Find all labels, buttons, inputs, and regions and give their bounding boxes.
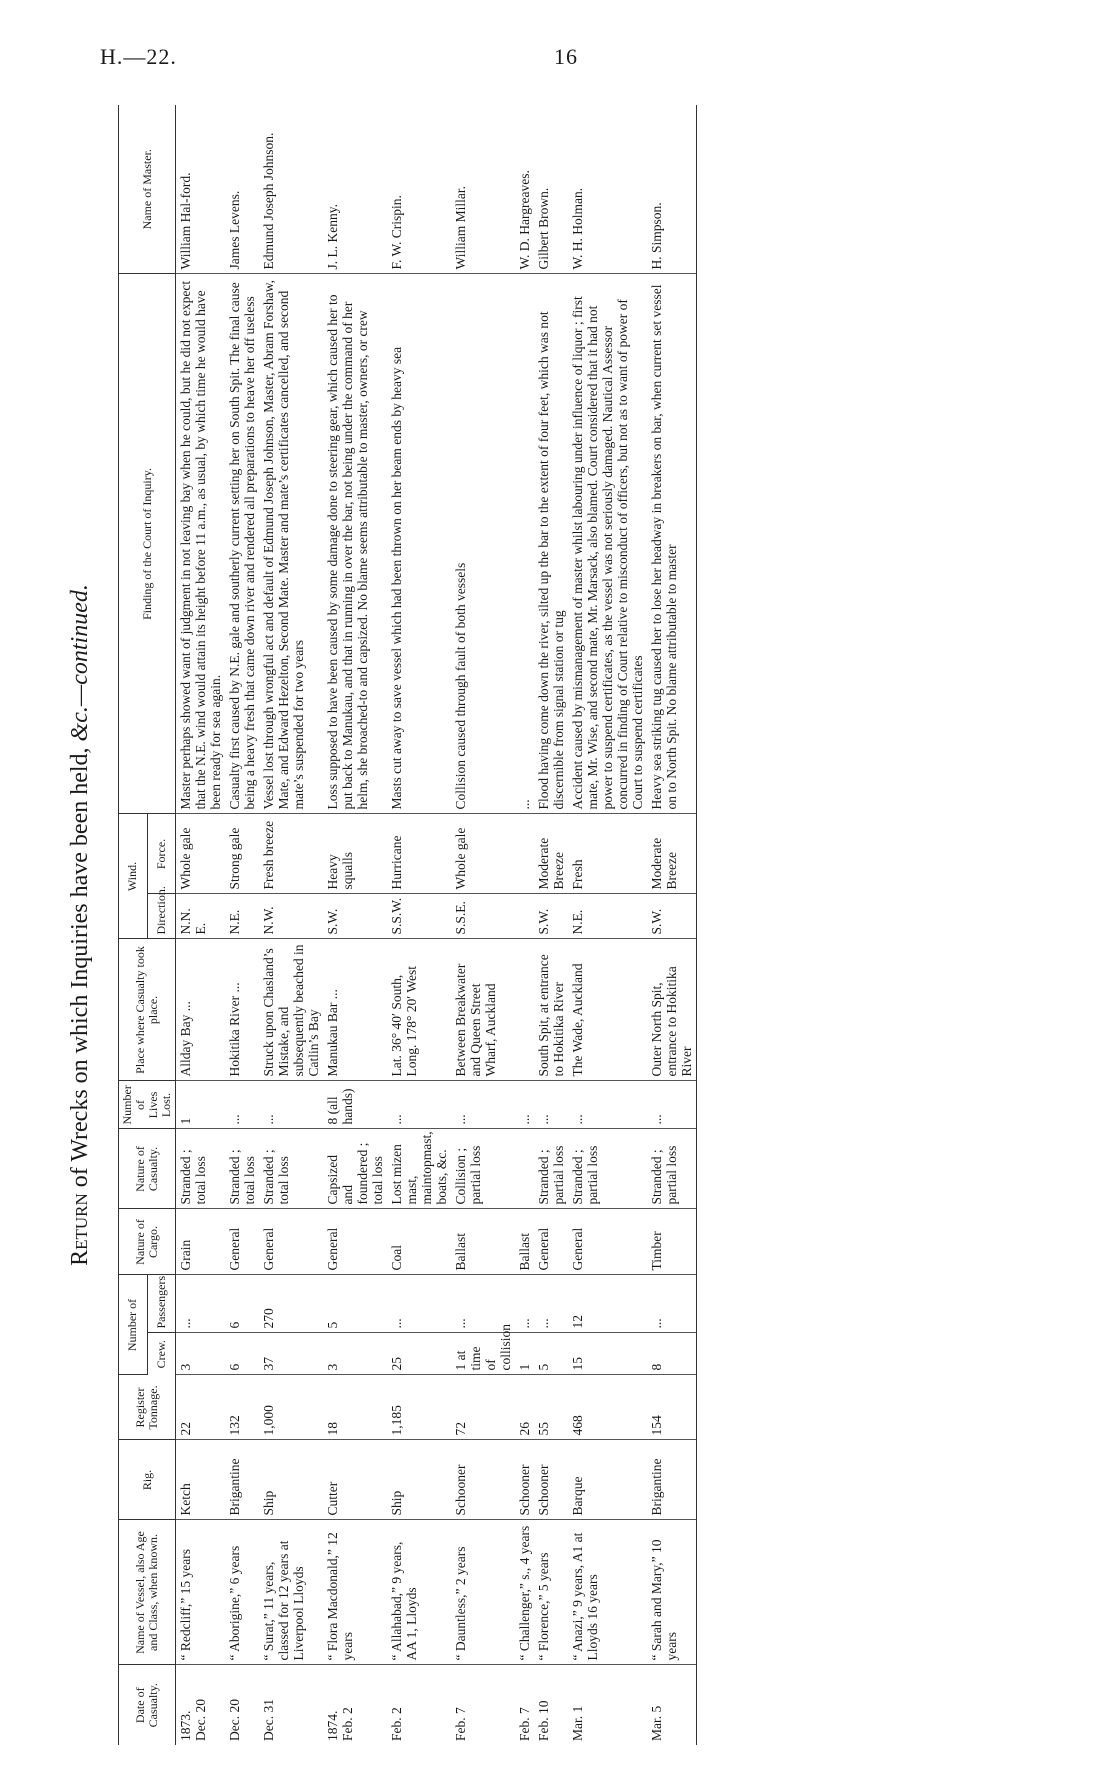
row-force: Moderate Breeze: [534, 814, 568, 894]
col-header-place: Place where Casualty took place.: [119, 939, 176, 1081]
row-finding: Accident caused by mismanagement of master whilst labouring under influence of liquor ; first mate, Mr. Wise, and second mate, Mr. Marsack, also blamed. Court considered that it had not power to suspend certificates, as the vessel was not seriously damaged. Nautical Assessor concurred in finding of Court relative to misconduct of officers, but not as to want of power of Court to suspend certificates: [568, 274, 647, 814]
page-number: 16: [554, 44, 578, 69]
row-tonnage: 26: [515, 1375, 534, 1440]
row-rig: Schooner: [515, 1440, 534, 1520]
row-passengers: ...: [534, 1275, 568, 1333]
row-crew: 1: [515, 1333, 534, 1375]
row-tonnage: 18: [323, 1375, 387, 1440]
row-date-text: Dec. 20: [227, 1699, 242, 1741]
row-casualty: Collision ; partial loss: [451, 1129, 515, 1209]
row-cargo: General: [259, 1209, 323, 1275]
row-place: Manukau Bar ...: [323, 939, 387, 1081]
row-place: Allday Bay ...: [176, 939, 226, 1081]
row-casualty: Capsized and foundered ; total loss: [323, 1129, 387, 1209]
row-tonnage: 154: [647, 1375, 697, 1440]
row-crew: 3: [176, 1333, 226, 1375]
col-header-lives: Number of Lives Lost.: [119, 1081, 176, 1129]
row-crew: 6: [225, 1333, 259, 1375]
row-force: [515, 814, 534, 894]
row-passengers: ...: [387, 1275, 451, 1333]
row-lives: ...: [568, 1081, 647, 1129]
row-lives: 8 (all hands): [323, 1081, 387, 1129]
row-passengers: 6: [225, 1275, 259, 1333]
row-tonnage: 132: [225, 1375, 259, 1440]
row-date-text: Feb. 7: [517, 1707, 532, 1741]
row-direction: [515, 894, 534, 939]
row-date: [323, 1665, 387, 1745]
row-rig: Ketch: [176, 1440, 226, 1520]
table-row: [176, 105, 226, 1745]
row-finding: Loss supposed to have been caused by some damage done to steering gear, which caused her to put back to Manukau, and that in running in over the bar, not being under the command of her helm, she broached-to and capsized. No blame seems attributable to master, owners, or crew: [323, 274, 387, 814]
row-master: W. D. Hargreaves.: [515, 105, 534, 274]
col-header-passengers: Passengers: [147, 1275, 176, 1333]
col-header-crew: Crew.: [147, 1333, 176, 1375]
row-casualty: Stranded ; partial loss: [534, 1129, 568, 1209]
row-tonnage: 55: [534, 1375, 568, 1440]
row-date: [259, 1665, 323, 1745]
row-finding: ...: [515, 274, 534, 814]
row-force: Fresh: [568, 814, 647, 894]
table-row: [515, 105, 534, 1745]
row-tonnage: 1,185: [387, 1375, 451, 1440]
row-force: Heavy squalls: [323, 814, 387, 894]
row-lives: ...: [259, 1081, 323, 1129]
row-force: Moderate Breeze: [647, 814, 697, 894]
row-direction: S.W.: [323, 894, 387, 939]
row-rig: Brigantine: [647, 1440, 697, 1520]
row-place: Outer North Spit, entrance to Hokitika River: [647, 939, 697, 1081]
rotated-table-area: [60, 105, 1050, 1745]
row-place: Lat. 36° 40′ South, Long. 178° 20′ West: [387, 939, 451, 1081]
row-date-text: Dec. 31: [261, 1699, 276, 1741]
row-passengers: ...: [176, 1275, 226, 1333]
row-rig: Brigantine: [225, 1440, 259, 1520]
row-casualty: Stranded ; total loss: [225, 1129, 259, 1209]
row-date-text: Dec. 20: [193, 1699, 208, 1741]
row-force: Hurricane: [387, 814, 451, 894]
table-row: [647, 105, 697, 1745]
row-casualty: Lost mizen mast, maintopmast, boats, &c.: [387, 1129, 451, 1209]
row-master: James Levens.: [225, 105, 259, 274]
row-vessel: “ Allahabad,” 9 years, AA 1, Lloyds: [387, 1520, 451, 1665]
row-vessel: “ Florence,” 5 years: [534, 1520, 568, 1665]
col-header-cargo: Nature of Cargo.: [119, 1209, 176, 1275]
table-row: [534, 105, 568, 1745]
row-lives: 1: [176, 1081, 226, 1129]
col-header-rig: Rig.: [119, 1440, 176, 1520]
row-date-text: Mar. 1: [570, 1705, 585, 1741]
row-cargo: General: [323, 1209, 387, 1275]
row-cargo: General: [225, 1209, 259, 1275]
row-casualty: Stranded ; partial loss: [568, 1129, 647, 1209]
row-finding: Casualty first caused by N.E. gale and southerly current setting her on South Spit. The final cause being a heavy fresh that came down river and rendered all preparations to heave her off useless: [225, 274, 259, 814]
table-title: [60, 105, 100, 1745]
table-row: [387, 105, 451, 1745]
row-direction: N.E.: [225, 894, 259, 939]
row-place: South Spit, at entrance to Hokitika River: [534, 939, 568, 1081]
row-date: [225, 1665, 259, 1745]
row-date-text: Mar. 5: [649, 1705, 664, 1741]
row-passengers: 5: [323, 1275, 387, 1333]
row-date: [451, 1665, 515, 1745]
row-place: Hokitika River ...: [225, 939, 259, 1081]
row-lives: ...: [534, 1081, 568, 1129]
table-body: [176, 105, 697, 1745]
row-master: Edmund Joseph Johnson.: [259, 105, 323, 274]
row-rig: Barque: [568, 1440, 647, 1520]
row-crew: 37: [259, 1333, 323, 1375]
row-date: [568, 1665, 647, 1745]
row-finding: Collision caused through fault of both vessels: [451, 274, 515, 814]
row-cargo: Timber: [647, 1209, 697, 1275]
row-casualty: Stranded ; partial loss: [647, 1129, 697, 1209]
table-row: [259, 105, 323, 1745]
row-rig: Cutter: [323, 1440, 387, 1520]
col-header-number-of: Number of: [119, 1275, 148, 1375]
row-rig: Ship: [387, 1440, 451, 1520]
row-direction: N.E.: [568, 894, 647, 939]
row-place: [515, 939, 534, 1081]
row-passengers: 12: [568, 1275, 647, 1333]
row-crew: 25: [387, 1333, 451, 1375]
row-master: William Millar.: [451, 105, 515, 274]
row-crew: 1 at time of collision: [451, 1333, 515, 1375]
col-header-wind: Wind.: [119, 814, 148, 939]
row-vessel: “ Flora Macdonald,” 12 years: [323, 1520, 387, 1665]
row-passengers: ...: [515, 1275, 534, 1333]
row-finding: Heavy sea striking tug caused her to lose her headway in breakers on bar, when current set vessel on to North Spit. No blame attributable to master: [647, 274, 697, 814]
row-cargo: Coal: [387, 1209, 451, 1275]
row-rig: Schooner: [534, 1440, 568, 1520]
row-cargo: General: [534, 1209, 568, 1275]
row-tonnage: 22: [176, 1375, 226, 1440]
table-row: [568, 105, 647, 1745]
row-crew: 5: [534, 1333, 568, 1375]
row-vessel: “ Surat,” 11 years, classed for 12 years at Liverpool Lloyds: [259, 1520, 323, 1665]
row-master: F. W. Crispin.: [387, 105, 451, 274]
col-header-date: Date of Casualty.: [119, 1665, 176, 1745]
row-vessel: “ Redcliff,” 15 years: [176, 1520, 226, 1665]
row-master: H. Simpson.: [647, 105, 697, 274]
row-finding: Master perhaps showed want of judgment in not leaving bay when he could, but he did not expect that the N.E. wind would attain its height before 11 a.m., as usual, by which time he would have been ready for sea again.: [176, 274, 226, 814]
table-row: [225, 105, 259, 1745]
row-place: Between Breakwater and Queen Street Wharf, Auckland: [451, 939, 515, 1081]
row-lives: ...: [647, 1081, 697, 1129]
row-date: [515, 1665, 534, 1745]
row-place: Struck upon Chasland’s Mistake, and subsequently beached in Catlin’s Bay: [259, 939, 323, 1081]
row-cargo: Ballast: [515, 1209, 534, 1275]
row-place: The Wade, Auckland: [568, 939, 647, 1081]
col-header-direction: Direction.: [147, 894, 176, 939]
row-direction: N.W.: [259, 894, 323, 939]
row-tonnage: 1,000: [259, 1375, 323, 1440]
row-rig: Schooner: [451, 1440, 515, 1520]
row-master: J. L. Kenny.: [323, 105, 387, 274]
row-date: [176, 1665, 226, 1745]
row-tonnage: 72: [451, 1375, 515, 1440]
row-passengers: ...: [451, 1275, 515, 1333]
row-force: Strong gale: [225, 814, 259, 894]
table-row: [451, 105, 515, 1745]
row-vessel: “ Dauntless,” 2 years: [451, 1520, 515, 1665]
wrecks-table: [118, 105, 697, 1745]
col-header-tonnage: Register Tonnage.: [119, 1375, 176, 1440]
row-master: Gilbert Brown.: [534, 105, 568, 274]
row-vessel: “ Challenger,” s., 4 years: [515, 1520, 534, 1665]
rotated-content: [60, 105, 1050, 1745]
row-cargo: Grain: [176, 1209, 226, 1275]
row-year: 1873.: [178, 1710, 193, 1741]
row-cargo: Ballast: [451, 1209, 515, 1275]
row-direction: S.S.W.: [387, 894, 451, 939]
row-force: Whole gale: [176, 814, 226, 894]
row-date-text: Feb. 10: [536, 1700, 551, 1741]
row-passengers: 270: [259, 1275, 323, 1333]
row-force: Whole gale: [451, 814, 515, 894]
row-date: [387, 1665, 451, 1745]
row-direction: N.N. E.: [176, 894, 226, 939]
col-header-vessel: Name of Vessel, also Age and Class, when known.: [119, 1520, 176, 1665]
row-master: W. H. Holman.: [568, 105, 647, 274]
row-direction: S.W.: [534, 894, 568, 939]
row-vessel: “ Sarah and Mary,” 10 years: [647, 1520, 697, 1665]
row-finding: Flood having come down the river, silted up the bar to the extent of four feet, which was not discernible from signal station or tug: [534, 274, 568, 814]
title-text: of Wrecks on which Inquiries have been held,: [67, 747, 93, 1188]
row-crew: 15: [568, 1333, 647, 1375]
row-date-text: Feb. 7: [453, 1707, 468, 1741]
row-vessel: “ Aborigine,” 6 years: [225, 1520, 259, 1665]
row-finding: Masts cut away to save vessel which had been thrown on her beam ends by heavy sea: [387, 274, 451, 814]
row-crew: 8: [647, 1333, 697, 1375]
col-header-force: Force.: [147, 814, 176, 894]
row-casualty: [515, 1129, 534, 1209]
series-code: H.—22.: [100, 44, 177, 69]
row-vessel: “ Anazi,” 9 years, A1 at Lloyds 16 years: [568, 1520, 647, 1665]
row-rig: Ship: [259, 1440, 323, 1520]
row-finding: Vessel lost through wrongful act and default of Edmund Joseph Johnson, Master, Abram Forshaw, Mate, and Edward Hezelton, Second Mate. Master and mate’s certificates cancelled, and second mate’s suspended for two years: [259, 274, 323, 814]
row-lives: ...: [387, 1081, 451, 1129]
row-casualty: Stranded ; total loss: [259, 1129, 323, 1209]
row-year: 1874.: [325, 1710, 340, 1741]
col-header-finding: Finding of the Court of Inquiry.: [119, 274, 176, 814]
row-date: [534, 1665, 568, 1745]
row-casualty: Stranded ; total loss: [176, 1129, 226, 1209]
title-return-word: Return: [67, 1193, 93, 1266]
row-cargo: General: [568, 1209, 647, 1275]
row-date: [647, 1665, 697, 1745]
col-header-casualty: Nature of Casualty.: [119, 1129, 176, 1209]
row-date-text: Feb. 2: [340, 1707, 355, 1741]
row-lives: ...: [451, 1081, 515, 1129]
row-direction: S.S.E.: [451, 894, 515, 939]
col-header-master: Name of Master.: [119, 105, 176, 274]
row-force: Fresh breeze: [259, 814, 323, 894]
row-tonnage: 468: [568, 1375, 647, 1440]
row-master: William Hal-ford.: [176, 105, 226, 274]
row-crew: 3: [323, 1333, 387, 1375]
table-row: [323, 105, 387, 1745]
row-lives: ...: [515, 1081, 534, 1129]
row-lives: ...: [225, 1081, 259, 1129]
row-direction: S.W.: [647, 894, 697, 939]
title-continued: &c.—continued.: [67, 584, 93, 742]
row-date-text: Feb. 2: [389, 1707, 404, 1741]
row-passengers: ...: [647, 1275, 697, 1333]
